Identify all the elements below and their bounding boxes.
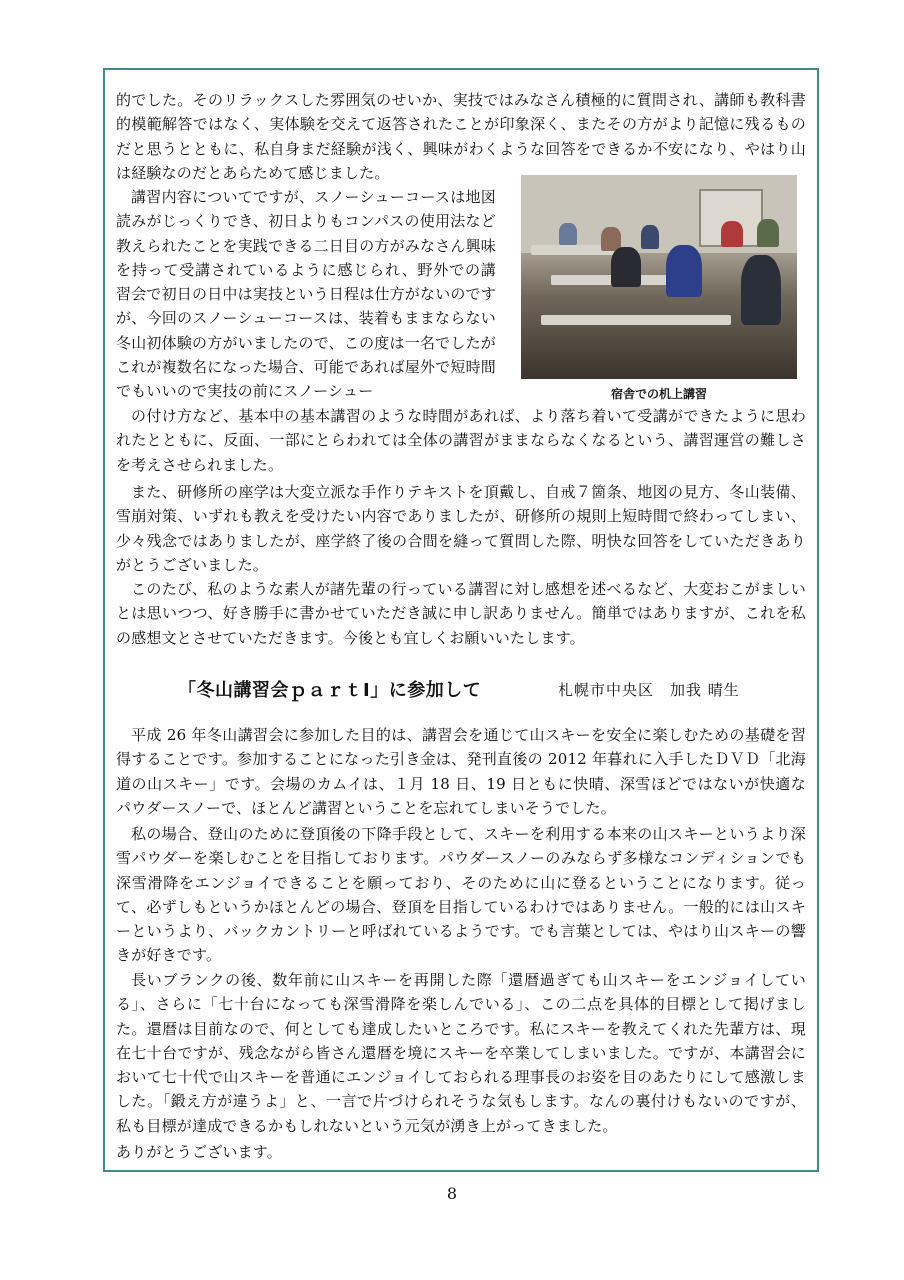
photo-caption: 宿舎での机上講習 [610,387,707,401]
page-number: 8 [446,1184,458,1203]
paragraph-course-content-continued: の付け方など、基本中の基本講習のような時間があれば、より落ち着いて受講ができたように思われたとともに、反面、一部にとらわれては全体の講習がままならなくなるという、講習運営の難しさを考えさせられました。 [116,407,806,474]
paragraph-intro: 的でした。そのリラックスした雰囲気のせいか、実技ではみなさん積極的に質問され、講師も教科書的模範解答ではなく、実体験を交えて返答されたことが印象深く、またその方がより記憶に残るものだと思うとともに、私自身まだ経験が浅く、興味がわくような回答をできるか不安になり、やはり山は経験なのだとあらためて感じました。 [116,91,806,182]
paragraph-closing: このたび、私のような素人が諸先輩の行っている講習に対し感想を述べるなど、大変おこがましいとは思いつつ、好き勝手に書かせていただき誠に申し訳ありません。簡単ではありますが、これを私の感想文とさせていただきます。今後とも宜しくお願いいたします。 [116,580,806,647]
paragraph-goals: 長いブランクの後、数年前に山スキーを再開した際「還暦過ぎても山スキーをエンジョイしている」、さらに「七十台になっても深雪滑降を楽しんでいる」、この二点を具体的目標として掲げました。還暦は目前なので、何としても達成したいところです。私にスキーを教えてくれた先輩方は、現在七十台ですが、残念ながら皆さん還暦を境にスキーを卒業してしまいました。ですが、本講習会において七十代で山スキーを普通にエンジョイしておられる理事長のお姿を目のあたりにして感激しました。「鍛え方が違うよ」と、一言で片づけられそうな気もします。なんの裏付けもないのですが、私も目標が達成できるかもしれないという元気が湧き上がってきました。 [116,971,806,1135]
paragraph-course-content: 講習内容についてですが、スノーシューコースは地図読みがじっくりでき、初日よりもコンパスの使用法など教えられたことを実践できる二日目の方がみなさん興味を持って受講されているように感じられ、野外での講習会で初日の日中は実技という日程は仕方がないのですが、今回のスノーシューコースは、装着もままならない冬山初体験の方がいましたので、この度は一名でしたがこれが複数名になった場合、可能であれば屋外で短時間でもいいので実技の前にスノーシュー [116,188,497,401]
paragraph-thanks: ありがとうございます。 [116,1143,283,1161]
paragraph-purpose: 平成 26 年冬山講習会に参加した目的は、講習会を通じて山スキーを安全に楽しむための基礎を習得することです。参加することになった引き金は、発刊直後の 2012 年暮れに入手したＤＶＤ「北海道の山スキー」です。会場のカムイは、１月 18 日、19 日ともに快晴、深雪ほどではないが快適なパウダースノーで、ほとんど講習ということを忘れてしまいそうでした。 [116,726,806,817]
paragraph-skiing-style: 私の場合、登山のために登頂後の下降手段として、スキーを利用する本来の山スキーというより深雪パウダーを楽しむことを目指しております。パウダースノーのみならず多様なコンディションでも深雪滑降をエンジョイできることを願っており、そのために山に登るということになります。従って、必ずしもというかほとんどの場合、登頂を目指しているわけではありません。一般的には山スキーというより、バックカントリーと呼ばれているようです。でも言葉としては、やはり山スキーの響きが好きです。 [116,825,806,965]
article-title: 「冬山講習会ｐａｒｔⅠ」に参加して [178,680,482,701]
paragraph-textbook: また、研修所の座学は大変立派な手作りテキストを頂戴し、自戒７箇条、地図の見方、冬山装備、雪崩対策、いずれも教えを受けたい内容でありましたが、研修所の規則上短時間で終わってしまい、少々残念ではありましたが、座学終了後の合間を縫って質問した際、明快な回答をしていただきありがとうございました。 [116,483,806,574]
author-byline: 札幌市中央区 加我 晴生 [558,681,740,699]
classroom-photo [521,175,797,379]
